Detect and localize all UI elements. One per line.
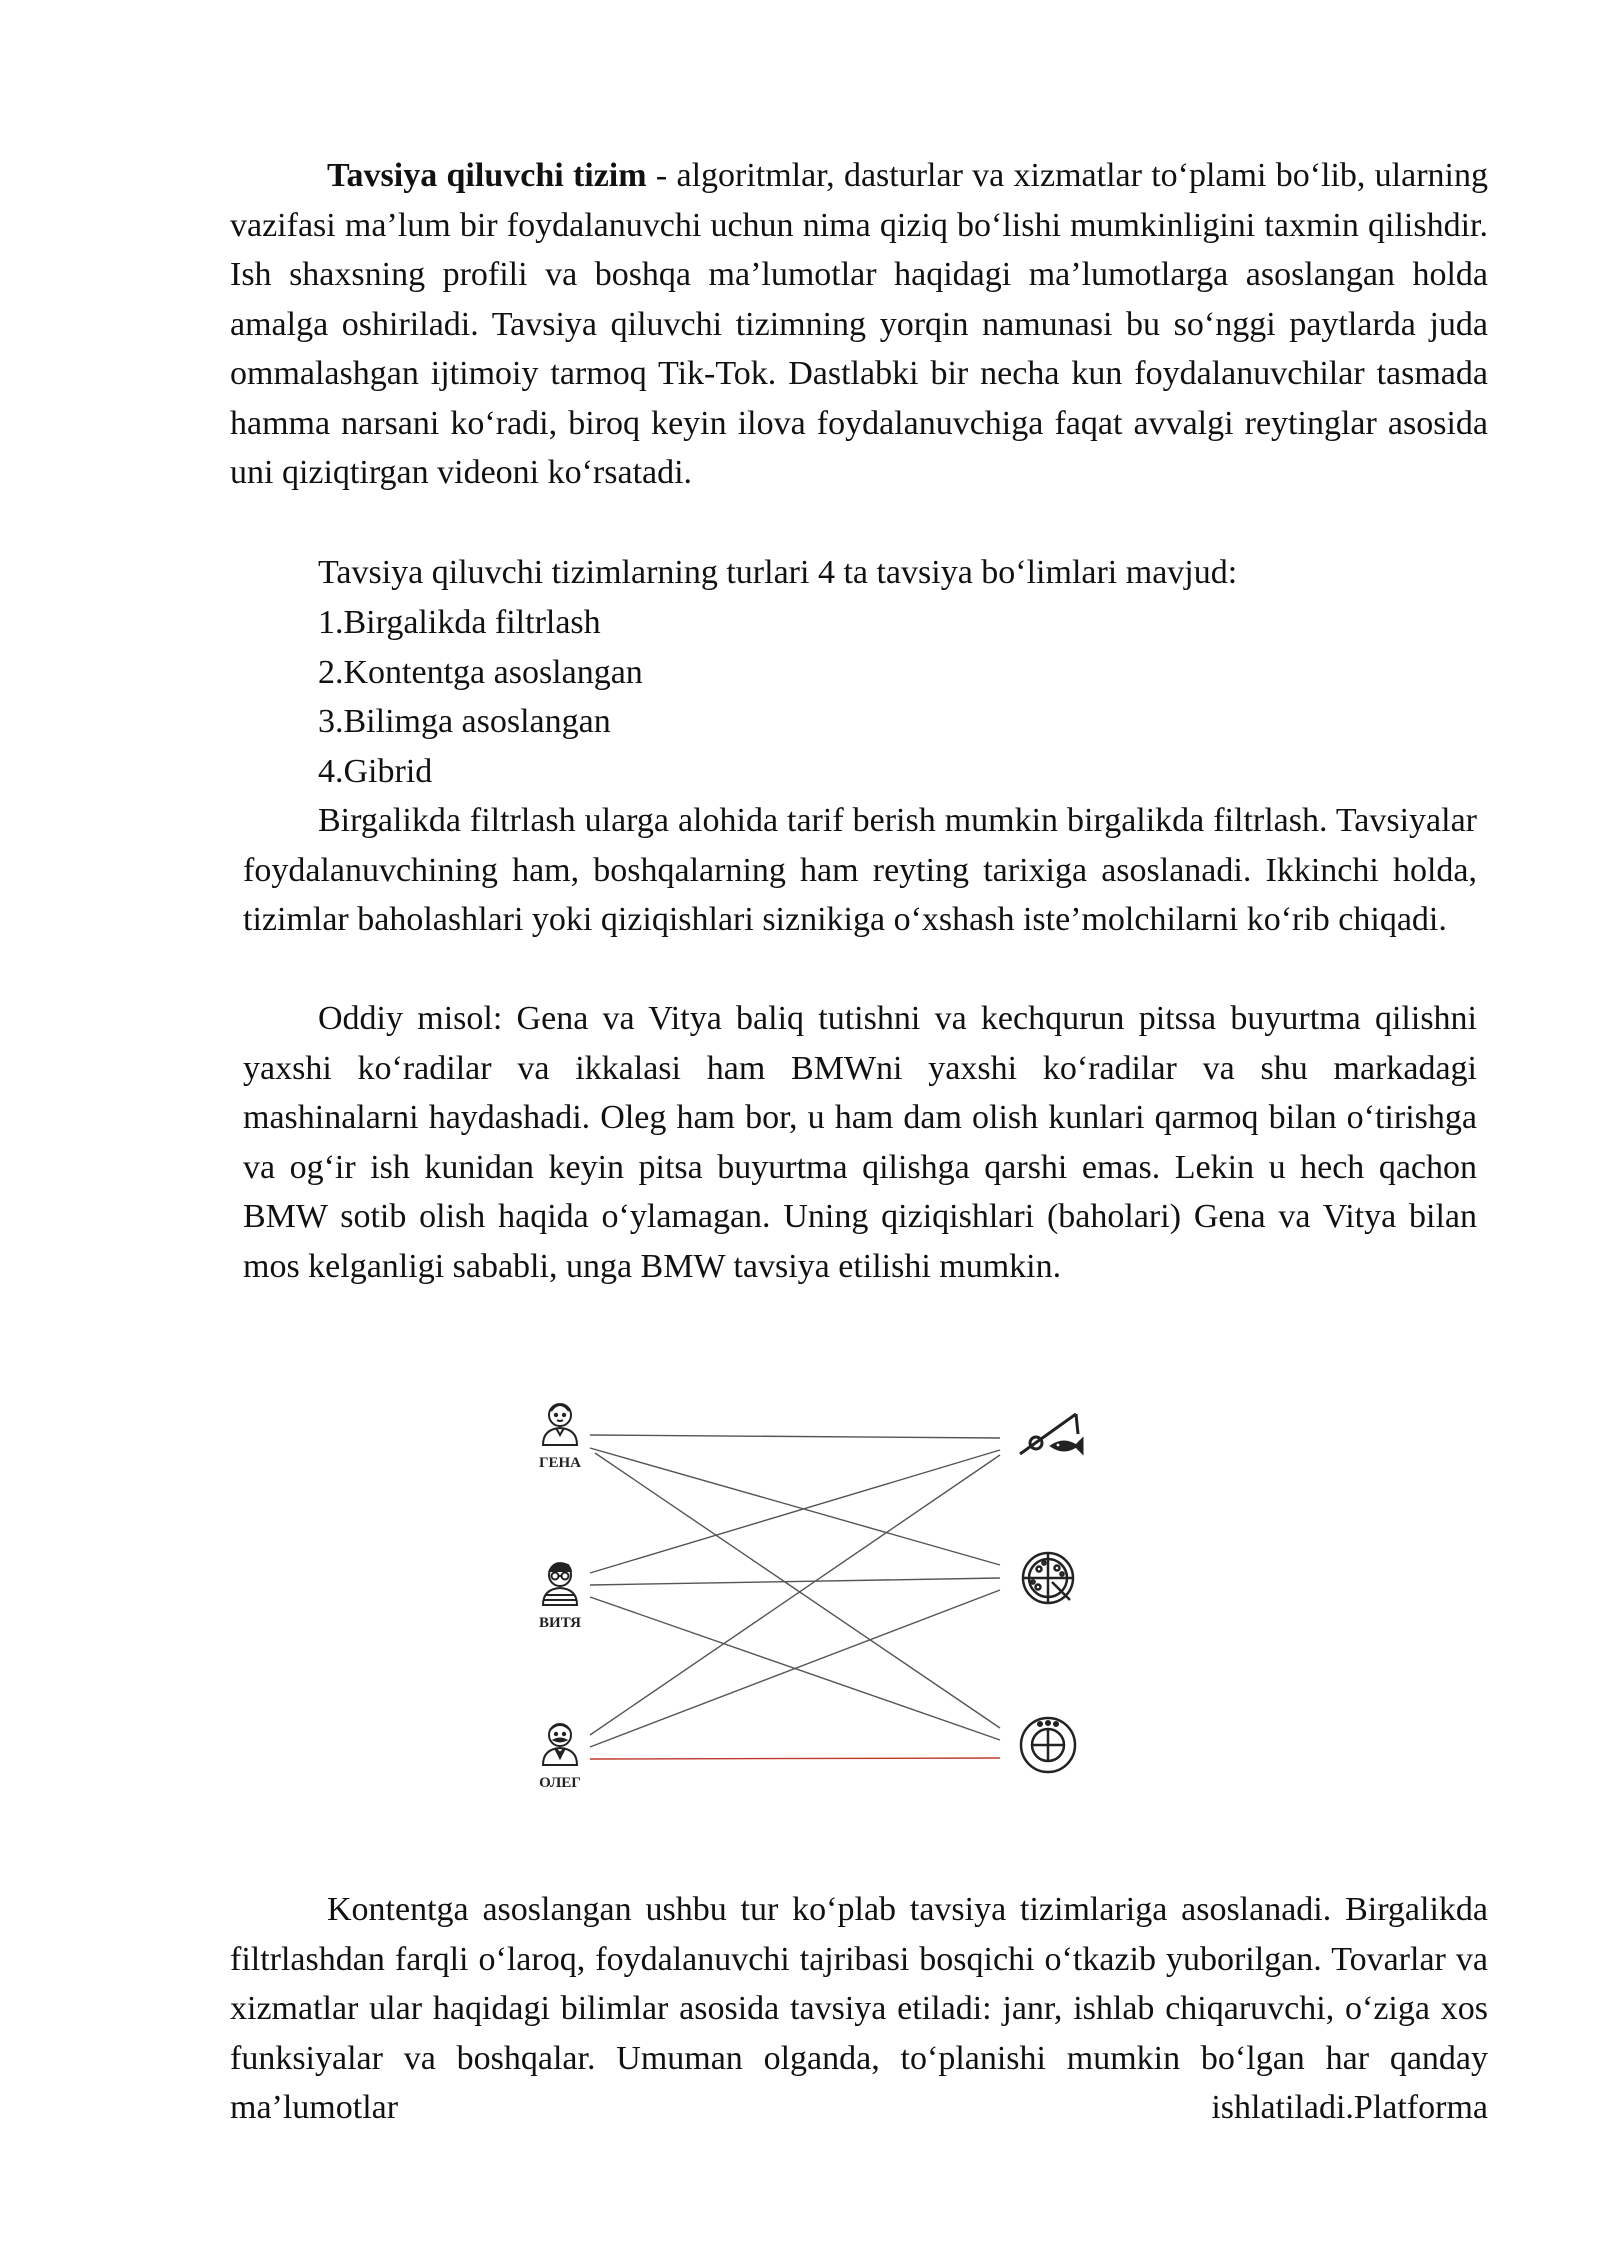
paragraph-definition bbox=[230, 151, 1488, 498]
mustache-man-user-icon bbox=[543, 1724, 577, 1765]
man-user-icon bbox=[543, 1404, 577, 1445]
edge-oleg-fishing bbox=[590, 1455, 1000, 1735]
edge-gena-pizza bbox=[590, 1448, 1000, 1565]
edge-vitya-pizza bbox=[590, 1578, 1000, 1585]
user-item-diagram bbox=[520, 1385, 1100, 1825]
user-label-vitya: ВИТЯ bbox=[539, 1615, 581, 1631]
paragraph-content-based: Kontentga asoslangan ushbu tur ko‘plab tavsiya tizimlariga asoslanadi. Birgalikda filtrlashdan farqli o‘laroq, foydalanuvchi tajribasi bosqichi o‘tkazib yuborilgan. Tovarlar va xizmatlar ular haqidagi bilimlar asosida tavsiya etiladi: janr, ishlab chiqaruvchi, o‘ziga xos funksiyalar va boshqalar. Umuman olganda, to‘planishi mumkin bo‘lgan har qanday ma’lumotlar ishlatiladi.Platforma bbox=[230, 1891, 1488, 2126]
list-item: 4.Gibrid bbox=[318, 753, 433, 790]
bmw-logo-icon bbox=[1021, 1718, 1075, 1772]
list-item: 1.Birgalikda filtrlash bbox=[318, 604, 601, 641]
edge-gena-fishing bbox=[590, 1435, 1000, 1438]
term-bold: Tavsiya qiluvchi tizim bbox=[327, 157, 647, 194]
paragraph-collaborative: Birgalikda filtrlash ularga alohida tarif berish mumkin birgalikda filtrlash. Tavsiyalar foydalanuvchining ham, boshqalarning ham reyting tarixiga asoslanadi. Ikkinchi holda, tizimlar baholashlari yoki qiziqishlari siznikiga o‘xshash iste’molchilarni ko‘rib chiqadi. bbox=[243, 802, 1477, 938]
boy-glasses-user-icon bbox=[543, 1563, 577, 1605]
edge-gena-bmw bbox=[595, 1453, 1000, 1728]
definition-text: - algoritmlar, dasturlar va xizmatlar to‘plami bo‘lib, ularning vazifasi ma’lum bir foydalanuvchi uchun nima qiziq bo‘lishi mumkinligini taxmin qilishdir. Ish shaxsning profili va boshqa ma’lumotlar haqidagi ma’lumotlarga asoslangan holda amalga oshiriladi. Tavsiya qiluvchi tizimning yorqin namunasi bu so‘nggi paytlarda juda ommalashgan ijtimoiy tarmoq Tik-Tok. Dastlabki bir necha kun foydalanuvchilar tasmada hamma narsani ko‘radi, biroq keyin ilova foydalanuvchiga faqat avvalgi reytinglar asosida uni qiziqtirgan videoni ko‘rsatadi. bbox=[230, 157, 1488, 491]
paragraph-example: Oddiy misol: Gena va Vitya baliq tutishni va kechqurun pitssa buyurtma qilishni yaxshi ko‘radilar va ikkalasi ham BMWni yaxshi ko‘radilar va shu markadagi mashinalarni haydashadi. Oleg ham bor, u ham dam olish kunlari qarmoq bilan o‘tirishga va og‘ir ish kunidan keyin pitsa buyurtma qilishga qarshi emas. Lekin u hech qachon BMW sotib olish haqida o‘ylamagan. Uning qiziqishlari (baholari) Gena va Vitya bilan mos kelganligi sababli, unga BMW tavsiya etilishi mumkin. bbox=[243, 1000, 1477, 1285]
edge-oleg-bmw bbox=[590, 1758, 1000, 1759]
edge-vitya-fishing bbox=[590, 1450, 1000, 1573]
list-item: 2.Kontentga asoslangan bbox=[318, 654, 643, 691]
types-intro: Tavsiya qiluvchi tizimlarning turlari 4 ta tavsiya bo‘limlari mavjud: bbox=[318, 554, 1238, 591]
fishing-rod-icon bbox=[1020, 1414, 1082, 1454]
user-label-oleg: ОЛЕГ bbox=[539, 1775, 581, 1791]
user-label-gena: ГЕНА bbox=[538, 1455, 582, 1471]
list-item: 3.Bilimga asoslangan bbox=[318, 703, 611, 740]
edge-oleg-pizza bbox=[590, 1590, 1000, 1747]
pizza-icon bbox=[1023, 1553, 1073, 1603]
connection-lines bbox=[590, 1435, 1000, 1759]
